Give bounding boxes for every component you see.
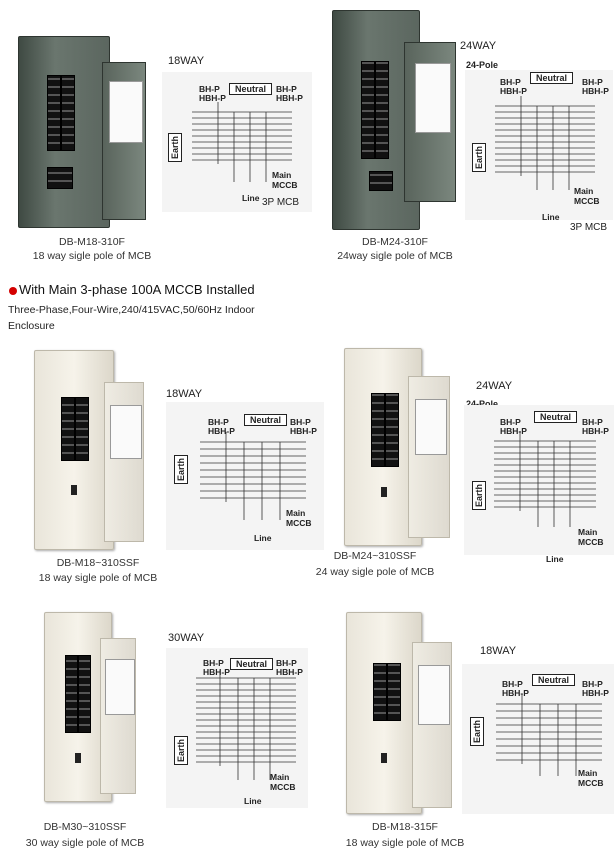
line-label: Line — [542, 212, 560, 222]
breaker-row-left — [361, 61, 375, 159]
enclosure-door — [100, 638, 136, 794]
pole-label: 18-Pole — [168, 410, 201, 420]
label-card — [109, 81, 143, 143]
way-label: 18WAY — [480, 645, 517, 657]
product-photo-6 — [342, 608, 457, 818]
way-label: 24WAY — [460, 40, 497, 52]
label-card — [415, 63, 451, 133]
bus-lines — [495, 96, 595, 190]
breaker-row-left — [371, 393, 385, 467]
breaker-row-left — [47, 75, 61, 151]
enclosure-door — [404, 42, 456, 202]
way-label: 30WAY — [168, 632, 205, 644]
main-breaker — [47, 167, 73, 189]
model-description: 30 way sigle pole of MCB — [25, 837, 145, 849]
neutral-label: Neutral — [229, 83, 272, 95]
breaker-row-right — [385, 393, 399, 467]
mcb-label: 3P MCB — [570, 222, 608, 233]
section-description-line1: Three-Phase,Four-Wire,240/415VAC,50/60Hz Indoor — [8, 304, 255, 316]
earth-label: Earth — [472, 143, 486, 172]
section-heading: With Main 3-phase 100A MCCB Installed — [19, 282, 255, 297]
model-name: DB-M18-315F — [372, 821, 438, 833]
enclosure-door — [104, 382, 144, 542]
breaker-row-left — [373, 663, 387, 721]
section-description-line2: Enclosure — [8, 320, 55, 332]
neutral-label: Neutral — [230, 658, 273, 670]
bus-lines — [200, 432, 306, 520]
main-switch — [381, 487, 387, 497]
breaker-row-right — [61, 75, 75, 151]
right-bus-label: BH-P HBH-P — [582, 679, 609, 698]
earth-label: Earth — [174, 736, 188, 765]
product-photo-2 — [328, 6, 463, 234]
main-mccb-label: Main MCCB — [574, 186, 600, 206]
mcb-label: 3P MCB — [262, 197, 300, 208]
pole-label: 18-Pole — [464, 672, 497, 682]
model-name: DB-M18~310SSF — [56, 557, 140, 569]
main-switch — [71, 485, 77, 495]
main-mccb-label: Main MCCB — [578, 768, 604, 788]
line-label: Line — [244, 796, 262, 806]
left-bus-label: BH-P HBH-P — [500, 77, 527, 96]
enclosure-door — [408, 376, 450, 538]
pole-label: 24-Pole — [466, 399, 499, 409]
breaker-row-left — [61, 397, 75, 461]
earth-label: Earth — [472, 481, 486, 510]
earth-label: Earth — [174, 455, 188, 484]
model-name: DB-M30~310SSF — [43, 821, 127, 833]
bus-lines — [494, 431, 596, 527]
model-name: DB-M18-310F — [59, 236, 125, 248]
breaker-row-left — [65, 655, 78, 733]
breaker-row-right — [78, 655, 91, 733]
neutral-label: Neutral — [244, 414, 287, 426]
breaker-row-right — [375, 61, 389, 159]
right-bus-label: BH-P HBH-P — [276, 84, 303, 103]
way-label: 18WAY — [168, 55, 205, 67]
pole-label: 24-Pole — [466, 60, 499, 70]
model-description: 18 way sigle pole of MCB — [38, 572, 158, 584]
model-name: DB-M24-310F — [362, 236, 428, 248]
model-name: DB-M24~310SSF — [333, 550, 417, 562]
pole-label: 18-Pole — [162, 81, 195, 91]
line-label: Line — [254, 533, 272, 543]
product-photo-1 — [12, 32, 152, 232]
main-switch — [381, 753, 387, 763]
main-mccb-label: Main MCCB — [272, 170, 298, 190]
right-bus-label: BH-P HBH-P — [582, 417, 609, 436]
neutral-label: Neutral — [530, 72, 573, 84]
neutral-label: Neutral — [534, 411, 577, 423]
enclosure-body — [18, 36, 110, 228]
left-bus-label: BH-P HBH-P — [208, 417, 235, 436]
neutral-label: Neutral — [532, 674, 575, 686]
breaker-row-right — [387, 663, 401, 721]
breaker-row-right — [75, 397, 89, 461]
model-description: 24way sigle pole of MCB — [337, 250, 453, 262]
bus-lines — [196, 670, 296, 780]
bus-lines — [496, 694, 602, 776]
label-card — [110, 405, 142, 459]
main-mccb-label: Main MCCB — [578, 527, 604, 547]
label-card — [105, 659, 135, 715]
left-bus-label: BH-P HBH-P — [500, 417, 527, 436]
left-bus-label: BH-P HBH-P — [502, 679, 529, 698]
enclosure-door — [412, 642, 452, 808]
label-card — [418, 665, 450, 725]
model-description: 24 way sigle pole of MCB — [315, 566, 435, 578]
right-bus-label: BH-P HBH-P — [582, 77, 609, 96]
way-label: 24WAY — [476, 380, 513, 392]
way-label: 18WAY — [166, 388, 203, 400]
right-bus-label: BH-P HBH-P — [276, 658, 303, 677]
earth-label: Earth — [168, 133, 182, 162]
line-label: Line — [242, 193, 260, 203]
right-bus-label: BH-P HBH-P — [290, 417, 317, 436]
main-mccb-label: Main MCCB — [286, 508, 312, 528]
main-switch — [75, 753, 81, 763]
product-photo-5 — [40, 608, 140, 806]
enclosure-door — [102, 62, 146, 220]
main-mccb-label: Main MCCB — [270, 772, 296, 792]
line-label: Line — [546, 554, 564, 564]
left-bus-label: BH-P HBH-P — [203, 658, 230, 677]
pole-label: 30-Pole — [168, 655, 201, 665]
left-bus-label: BH-P HBH-P — [199, 84, 226, 103]
product-photo-3 — [30, 346, 150, 556]
main-breaker — [369, 171, 393, 191]
enclosure-body — [346, 612, 422, 814]
enclosure-body — [34, 350, 114, 550]
model-description: 18 way sigle pole of MCB — [345, 837, 465, 849]
earth-label: Earth — [470, 717, 484, 746]
model-description: 18 way sigle pole of MCB — [32, 250, 152, 262]
label-card — [415, 399, 447, 455]
product-photo-4 — [340, 344, 455, 550]
bullet-icon — [9, 287, 17, 295]
